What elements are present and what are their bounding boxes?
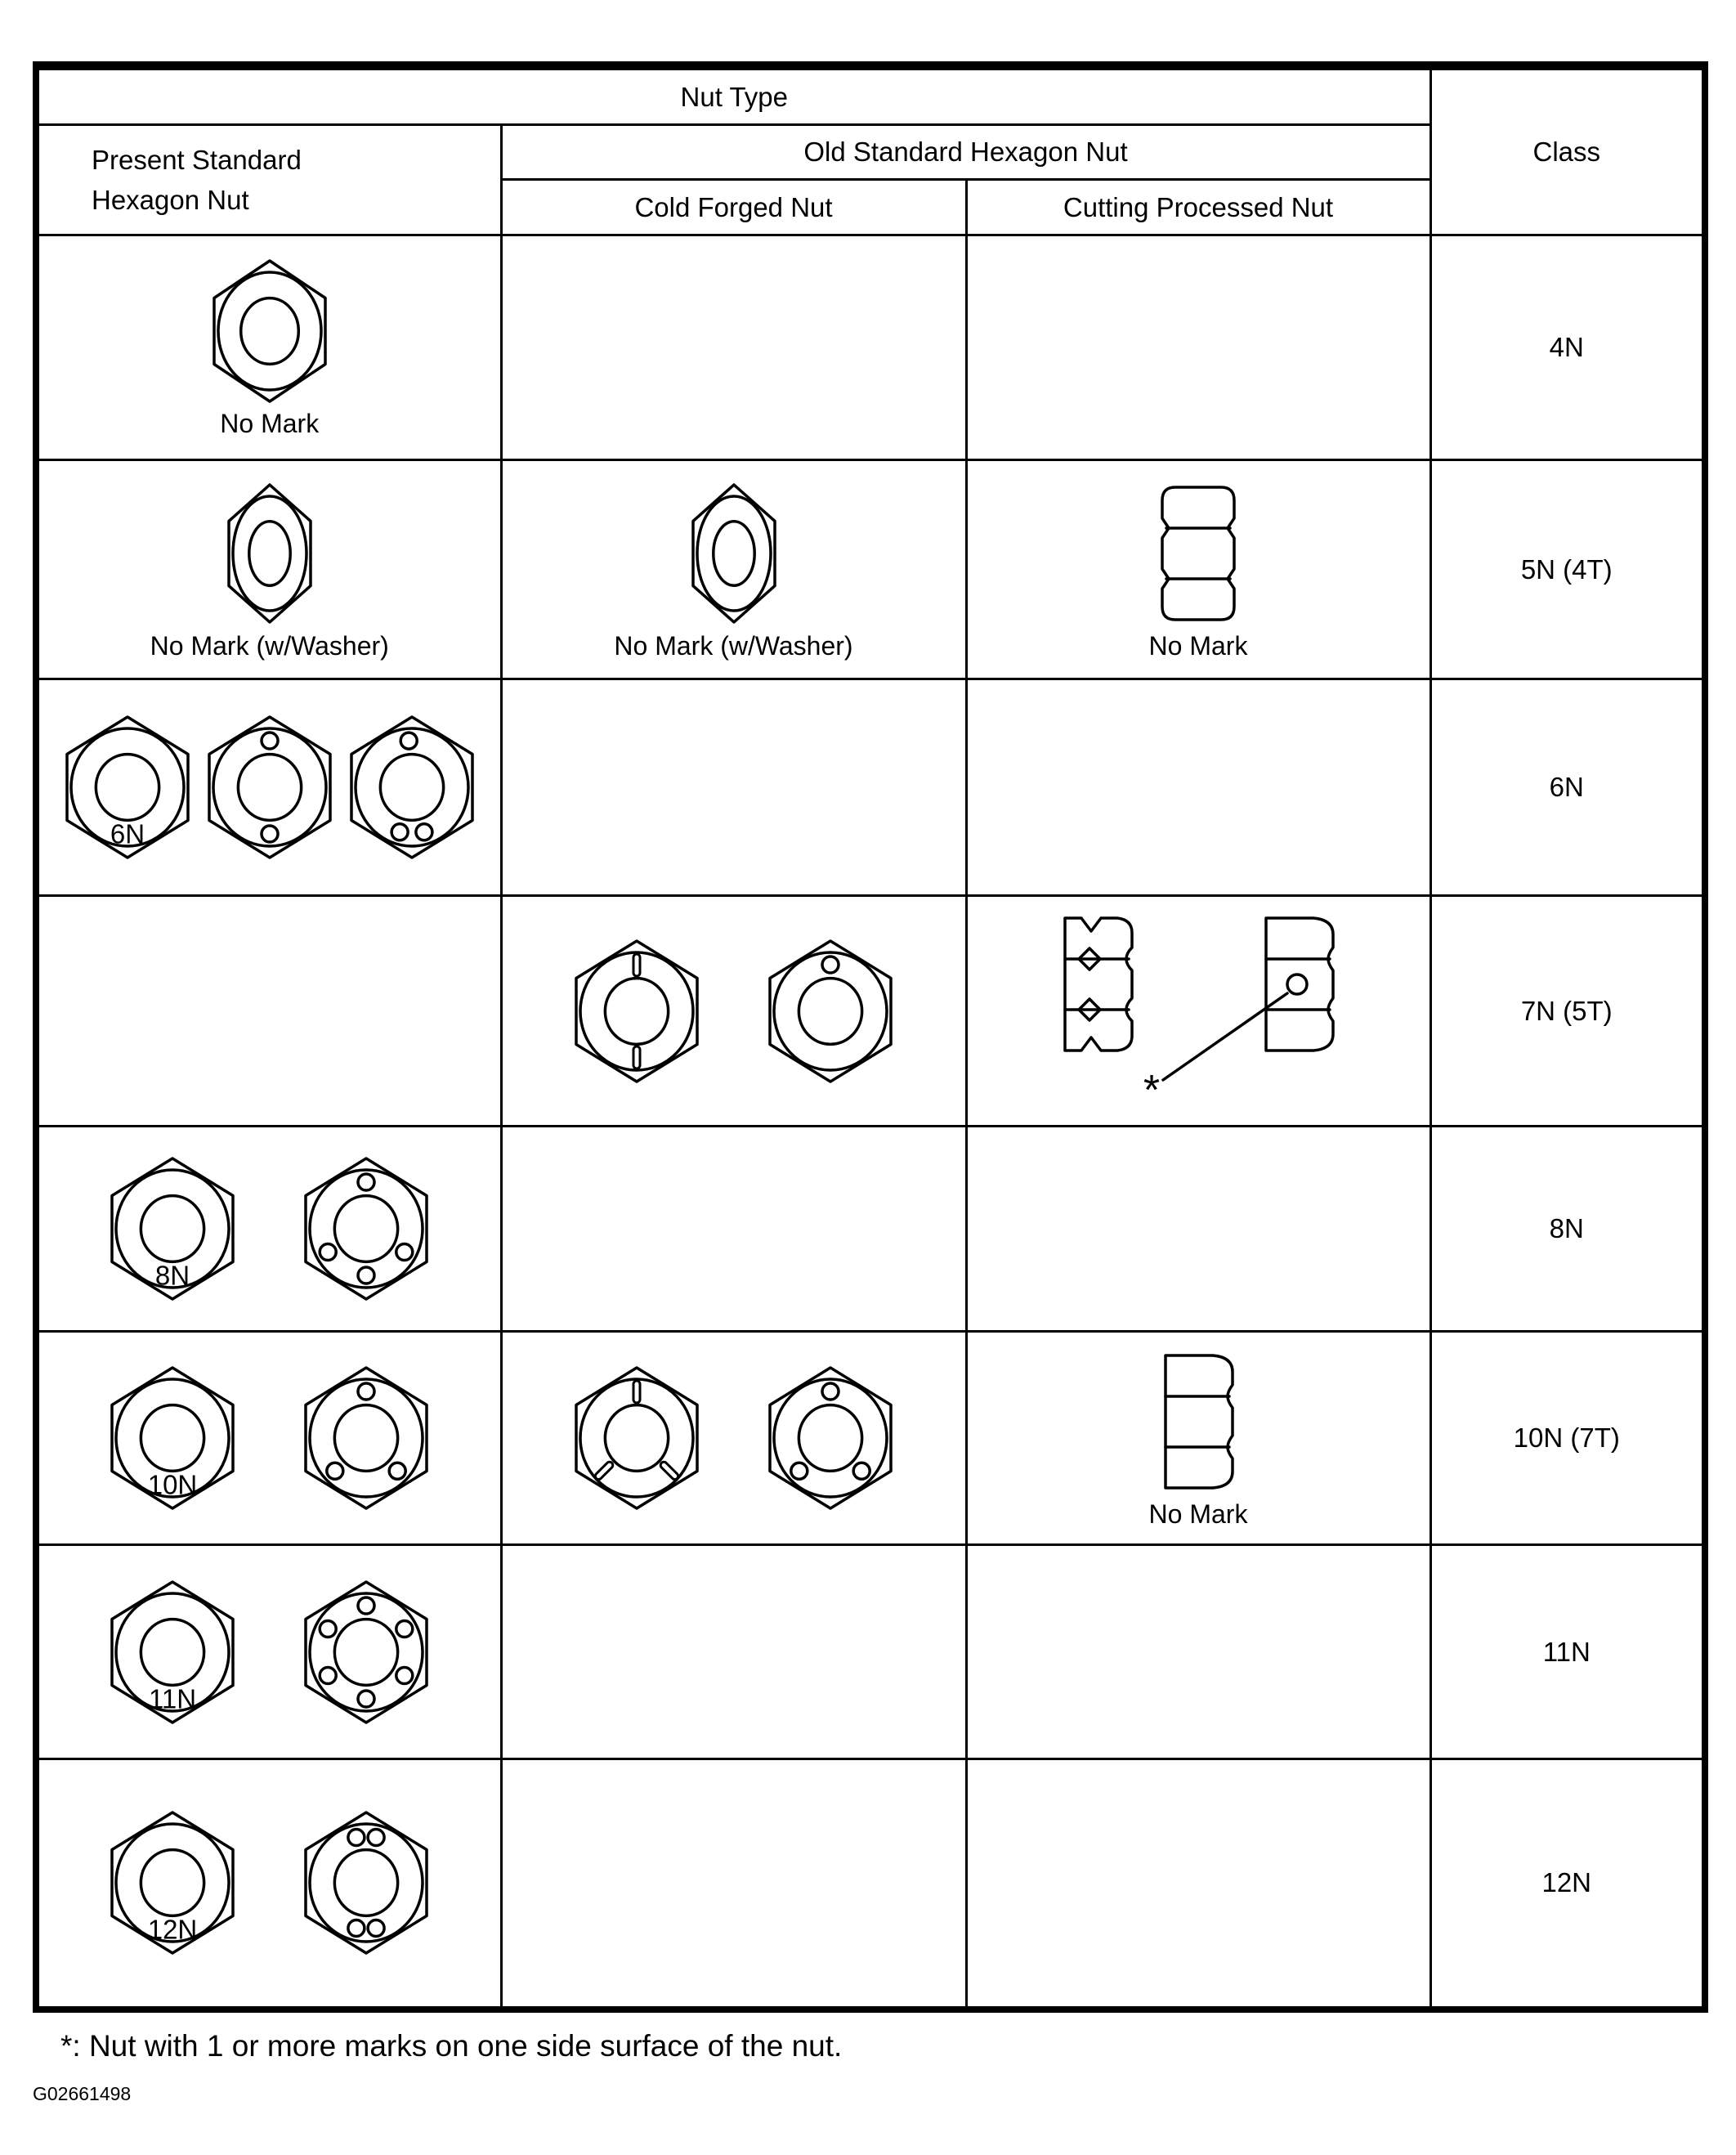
side-outline	[1065, 918, 1132, 1051]
band-line	[1166, 528, 1230, 579]
present-standard-cell	[36, 1332, 501, 1545]
footnote-asterisk: *	[1143, 1066, 1161, 1111]
footnote: *: Nut with 1 or more marks on one side surface of the nut.	[60, 2029, 843, 2063]
dot-mark	[368, 1920, 384, 1937]
bore-hole	[713, 522, 754, 585]
class-label: 10N (7T)	[1513, 1422, 1620, 1453]
dot-mark	[391, 824, 408, 840]
hex-nut-side	[1166, 1355, 1233, 1488]
bore-hole	[238, 755, 301, 821]
cold-forged-cell	[501, 235, 966, 460]
class-label: 6N	[1549, 772, 1584, 802]
header-nut-type: Nut Type	[36, 66, 1430, 125]
chamfer-circle	[233, 496, 306, 611]
table-row	[36, 1545, 1705, 1759]
nut-illustration	[227, 478, 312, 629]
dot-mark	[348, 1830, 365, 1846]
band-line	[1065, 959, 1129, 1010]
bore-hole	[249, 522, 290, 585]
circle-mark	[1287, 974, 1307, 994]
table-row	[36, 679, 1705, 896]
cutting-processed-cell	[966, 235, 1430, 460]
hexagon-outline	[770, 1368, 891, 1508]
nut-illustration	[1058, 912, 1338, 1111]
dot-mark	[262, 826, 278, 842]
bore-hole	[799, 1405, 861, 1472]
nut-cell-content	[968, 1346, 1430, 1529]
class-label: 7N (5T)	[1520, 995, 1613, 1026]
present-standard-cell	[36, 679, 501, 896]
nut-engraved-label: 8N	[155, 1260, 190, 1291]
hex-nut-front	[306, 1582, 427, 1723]
class-cell	[1430, 1545, 1705, 1759]
hex-nut-front	[229, 485, 311, 622]
bore-hole	[335, 1405, 398, 1472]
table-row	[36, 1759, 1705, 2009]
nut-illustration	[110, 1154, 428, 1304]
hexagon-outline	[351, 717, 472, 858]
bore-hole	[380, 755, 443, 821]
table-row	[36, 1127, 1705, 1332]
dot-mark	[358, 1174, 374, 1190]
nut-illustration	[1159, 1346, 1237, 1497]
header-cutting-processed: Cutting Processed Nut	[966, 180, 1430, 235]
chamfer-circle	[774, 952, 887, 1070]
cold-forged-cell	[501, 679, 966, 896]
dot-mark	[358, 1383, 374, 1400]
hex-nut-front	[693, 485, 775, 622]
hex-nut-front	[306, 1368, 427, 1508]
dot-mark	[822, 1383, 839, 1400]
nut-cell-content	[39, 712, 500, 862]
chamfer-circle	[356, 728, 468, 846]
nut-caption: No Mark	[220, 409, 320, 439]
tick-mark	[633, 1381, 640, 1403]
bore-hole	[799, 978, 861, 1044]
tick-mark	[633, 1046, 640, 1069]
tick-mark	[633, 954, 640, 976]
chamfer-circle	[310, 1824, 423, 1942]
nut-illustration	[213, 256, 327, 406]
nut-illustration	[575, 1363, 893, 1513]
bore-hole	[141, 1619, 204, 1685]
nut-caption: No Mark (w/Washer)	[150, 630, 389, 661]
cutting-processed-cell	[966, 1332, 1430, 1545]
hex-nut-front	[306, 1812, 427, 1953]
bore-hole	[335, 1196, 398, 1262]
dot-mark	[396, 1667, 413, 1683]
hex-nut-front	[306, 1158, 427, 1299]
present-standard-cell	[36, 1759, 501, 2009]
cutting-processed-cell	[966, 1759, 1430, 2009]
chamfer-circle	[213, 728, 326, 846]
class-cell	[1430, 235, 1705, 460]
nut-cell-content	[39, 478, 500, 661]
band-line	[1166, 1396, 1229, 1447]
nut-caption: No Mark (w/Washer)	[614, 630, 853, 661]
hexagon-outline	[770, 941, 891, 1082]
chamfer-circle	[310, 1170, 423, 1288]
nut-cell-content	[39, 256, 500, 438]
dot-mark	[358, 1691, 374, 1707]
hex-nut-front	[576, 1368, 697, 1508]
nut-illustration	[575, 936, 893, 1086]
dot-mark	[396, 1244, 413, 1261]
hexagon-outline	[306, 1158, 427, 1299]
nut-cell-content	[39, 1363, 500, 1513]
header-present-standard-line1: Present Standard	[92, 144, 302, 175]
hexagon-outline	[306, 1368, 427, 1508]
hex-nut-side	[1162, 487, 1234, 620]
dot-mark	[396, 1620, 413, 1637]
nut-illustration	[1159, 478, 1237, 629]
side-outline	[1166, 1355, 1233, 1488]
class-label: 11N	[1542, 1636, 1591, 1667]
dot-mark	[320, 1620, 336, 1637]
cold-forged-cell	[501, 1759, 966, 2009]
dot-mark	[320, 1244, 336, 1261]
nut-cell-content	[503, 936, 965, 1086]
header-cold-forged: Cold Forged Nut	[501, 180, 966, 235]
nut-engraved-label: 11N	[149, 1683, 197, 1714]
hex-nut-front	[112, 1158, 233, 1299]
present-standard-cell	[36, 896, 501, 1127]
cutting-processed-cell	[966, 1127, 1430, 1332]
dot-mark	[358, 1597, 374, 1614]
nut-cell-content	[503, 478, 965, 661]
bore-hole	[240, 298, 298, 365]
nut-engraved-label: 10N	[147, 1469, 198, 1500]
figure-id: G02661498	[33, 2083, 132, 2104]
hex-nut-side	[1065, 918, 1132, 1051]
nut-cell-content	[39, 1808, 500, 1958]
hex-nut-front	[209, 717, 330, 858]
cold-forged-cell	[501, 460, 966, 679]
bore-hole	[335, 1850, 398, 1916]
dot-mark	[368, 1830, 384, 1846]
nut-caption: No Mark	[1148, 1499, 1248, 1530]
cutting-processed-cell	[966, 896, 1430, 1127]
nut-illustration	[65, 712, 474, 862]
table-row	[36, 460, 1705, 679]
bore-hole	[335, 1619, 398, 1685]
nut-cell-content	[503, 1363, 965, 1513]
nut-cell-content	[968, 912, 1430, 1111]
bore-hole	[96, 755, 159, 821]
nut-cell-content	[39, 1154, 500, 1304]
table-row	[36, 235, 1705, 460]
chamfer-circle	[310, 1379, 423, 1497]
dot-mark	[262, 733, 278, 749]
dot-mark	[791, 1463, 808, 1479]
present-standard-cell	[36, 235, 501, 460]
class-label: 5N (4T)	[1520, 553, 1613, 585]
header-present-standard	[36, 125, 501, 235]
hex-nut-front	[770, 1368, 891, 1508]
hex-nut-side	[1266, 918, 1333, 1051]
bore-hole	[605, 978, 668, 1044]
chamfer-circle	[218, 272, 321, 390]
cold-forged-cell	[501, 1545, 966, 1759]
nut-engraved-label: 12N	[147, 1914, 198, 1945]
class-label: 4N	[1549, 332, 1584, 362]
dot-mark	[822, 957, 839, 973]
dot-mark	[348, 1920, 365, 1937]
hex-nut-front	[770, 941, 891, 1082]
leader-line	[1163, 993, 1287, 1080]
hex-nut-front	[576, 941, 697, 1082]
hex-nut-front	[351, 717, 472, 858]
cutting-processed-cell	[966, 1545, 1430, 1759]
class-cell	[1430, 896, 1705, 1127]
cold-forged-cell	[501, 896, 966, 1127]
hex-nut-front	[112, 1368, 233, 1508]
cutting-processed-cell	[966, 460, 1430, 679]
present-standard-cell	[36, 1545, 501, 1759]
nut-engraved-label: 6N	[110, 818, 145, 849]
dot-mark	[853, 1463, 870, 1479]
hexagon-outline	[693, 485, 775, 622]
class-cell	[1430, 1127, 1705, 1332]
nut-illustration	[110, 1577, 428, 1727]
table-body	[36, 235, 1705, 2009]
class-cell	[1430, 1332, 1705, 1545]
class-cell	[1430, 679, 1705, 896]
nut-illustration	[691, 478, 776, 629]
nut-illustration	[110, 1363, 428, 1513]
header-class: Class	[1430, 66, 1705, 235]
dot-mark	[320, 1667, 336, 1683]
side-outline	[1266, 918, 1333, 1051]
bore-hole	[141, 1196, 204, 1262]
side-outline	[1162, 487, 1234, 620]
cold-forged-cell	[501, 1127, 966, 1332]
bore-hole	[605, 1405, 668, 1472]
header-present-standard-line2: Hexagon Nut	[92, 185, 249, 215]
dot-mark	[358, 1267, 374, 1284]
class-cell	[1430, 460, 1705, 679]
bore-hole	[141, 1850, 204, 1916]
hex-nut-front	[214, 261, 325, 401]
nut-cell-content	[39, 1577, 500, 1727]
hex-nut-front	[112, 1582, 233, 1723]
dot-mark	[416, 824, 432, 840]
class-label: 12N	[1541, 1867, 1592, 1898]
table-row	[36, 896, 1705, 1127]
nut-cell-content	[968, 478, 1430, 661]
chamfer-circle	[697, 496, 771, 611]
class-cell	[1430, 1759, 1705, 2009]
hexagon-outline	[209, 717, 330, 858]
hex-nut-front	[112, 1812, 233, 1953]
hexagon-outline	[229, 485, 311, 622]
nut-caption: No Mark	[1148, 630, 1248, 661]
dot-mark	[400, 733, 417, 749]
hexagon-outline	[214, 261, 325, 401]
tick-mark	[660, 1461, 680, 1481]
dot-mark	[327, 1463, 343, 1479]
hexagon-outline	[306, 1582, 427, 1723]
cutting-processed-cell	[966, 679, 1430, 896]
nut-classification-table	[33, 61, 1708, 2013]
header-old-standard: Old Standard Hexagon Nut	[501, 125, 1430, 180]
chamfer-circle	[774, 1379, 887, 1497]
header-row-nut-type	[36, 66, 1705, 125]
class-label: 8N	[1549, 1213, 1584, 1243]
nut-illustration	[110, 1808, 428, 1958]
table-row	[36, 1332, 1705, 1545]
hex-nut-front	[67, 717, 188, 858]
hexagon-outline	[306, 1812, 427, 1953]
present-standard-cell	[36, 1127, 501, 1332]
cold-forged-cell	[501, 1332, 966, 1545]
bore-hole	[141, 1405, 204, 1472]
chamfer-circle	[310, 1593, 423, 1711]
present-standard-cell	[36, 460, 501, 679]
dot-mark	[389, 1463, 405, 1479]
tick-mark	[594, 1461, 615, 1481]
